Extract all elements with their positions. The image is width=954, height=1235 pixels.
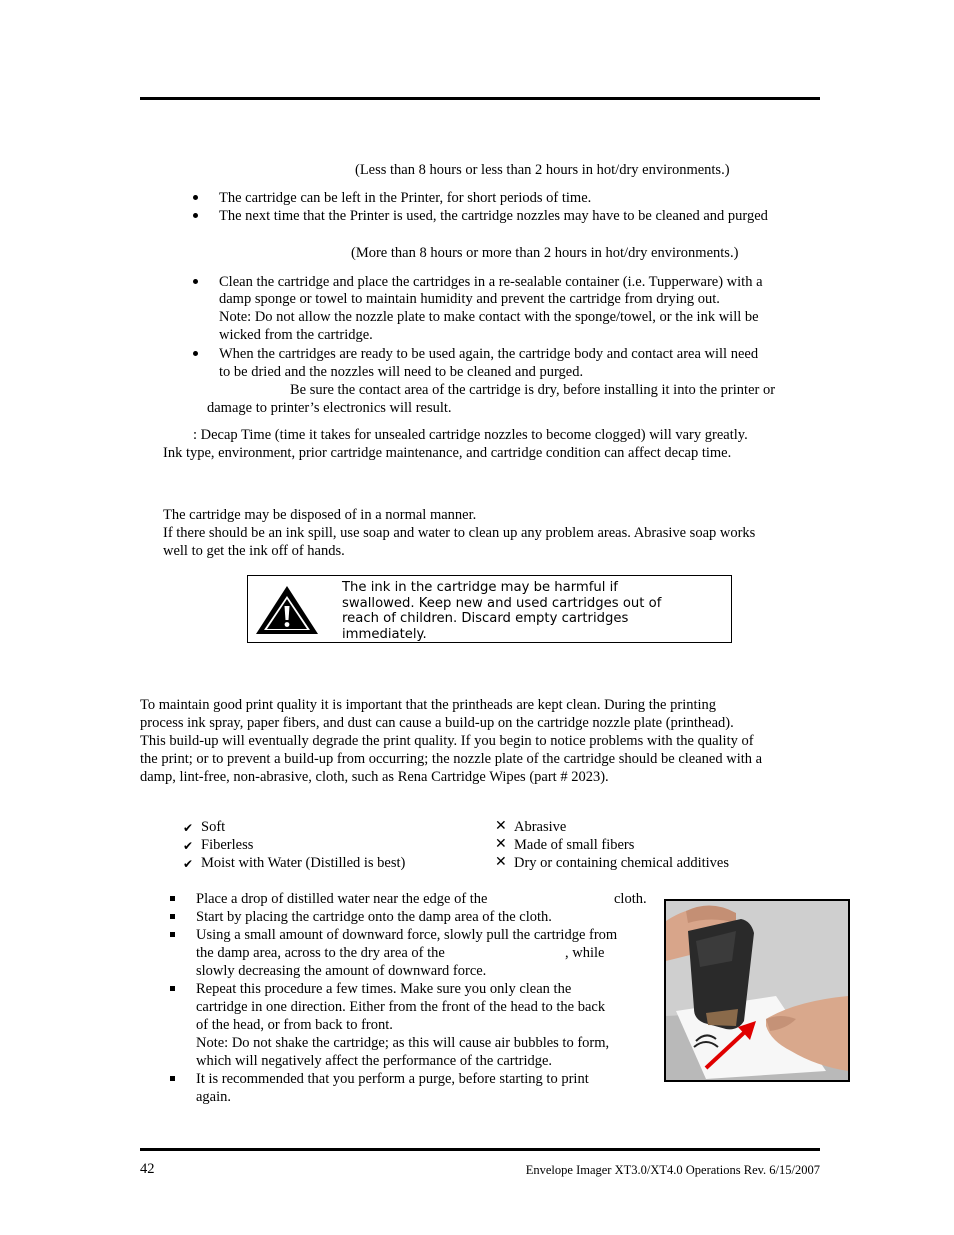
step-4-line-1: Repeat this procedure a few times. Make sure you only clean the — [196, 981, 572, 997]
bullet-icon — [193, 351, 198, 356]
cleaning-intro-1: To maintain good print quality it is important that the printheads are kept clean. During the printing — [140, 697, 717, 713]
step-2: Start by placing the cartridge onto the damp area of the cloth. — [196, 909, 552, 925]
disposal-line-3: well to get the ink off of hands. — [163, 543, 345, 559]
caution-line: Be sure the contact area of the cartridge is dry, before installing it into the printer or — [290, 382, 776, 398]
long-bullet-1-line-4: wicked from the cartridge. — [219, 327, 373, 343]
cleaning-intro-3: This build-up will eventually degrade the print quality. If you begin to notice problems with the quality of — [140, 733, 754, 749]
step-4-line-2: cartridge in one direction. Either from the front of the head to the back — [196, 999, 606, 1015]
long-storage-note: (More than 8 hours or more than 2 hours in hot/dry environments.) — [351, 245, 739, 261]
step-3b: the damp area, across to the dry area of the — [196, 945, 445, 961]
long-bullet-2-line-2: to be dried and the nozzles will need to be cleaned and purged. — [219, 364, 584, 380]
bullet-icon — [193, 279, 198, 284]
warning-line-1: The ink in the cartridge may be harmful if — [342, 580, 618, 595]
warning-line-4: immediately. — [342, 626, 427, 642]
dont-item-2: Made of small fibers — [514, 837, 635, 853]
step-3c: , while — [565, 945, 605, 961]
warning-line-3: reach of children. Discard empty cartridges — [342, 611, 629, 626]
square-bullet-icon — [170, 914, 175, 919]
check-icon: ✔ — [183, 821, 194, 835]
decap-note-line-2: Ink type, environment, prior cartridge maintenance, and cartridge condition can affect decap time. — [163, 445, 732, 461]
dont-item-3: Dry or containing chemical additives — [514, 855, 730, 871]
caution-line-2: damage to printer’s electronics will result. — [207, 400, 452, 416]
decap-note-line-1: : Decap Time (time it takes for unsealed cartridge nozzles to become clogged) will vary greatly. — [193, 427, 748, 443]
long-bullet-2-line-1: When the cartridges are ready to be used again, the cartridge body and contact area will need — [219, 346, 759, 362]
step-4-line-5: which will negatively affect the performance of the cartridge. — [196, 1053, 553, 1069]
step-3d: slowly decreasing the amount of downward force. — [196, 963, 487, 979]
square-bullet-icon — [170, 1076, 175, 1081]
long-bullet-1-line-3: Note: Do not allow the nozzle plate to make contact with the sponge/towel, or the ink will be — [219, 309, 759, 325]
long-bullet-1-line-1: Clean the cartridge and place the cartridges in a re-sealable container (i.e. Tupperware) with a — [219, 274, 763, 290]
square-bullet-icon — [170, 896, 175, 901]
cleaning-intro-2: process ink spray, paper fibers, and dust can cause a build-up on the cartridge nozzle plate (printhead). — [140, 715, 734, 731]
square-bullet-icon — [170, 932, 175, 937]
short-bullet-2: The next time that the Printer is used, the cartridge nozzles may have to be cleaned and purged — [219, 208, 768, 224]
step-5-line-2: again. — [196, 1089, 232, 1105]
document-title: Envelope Imager XT3.0/XT4.0 Operations Rev. 6/15/2007 — [525, 1163, 820, 1177]
step-1b: cloth. — [614, 891, 647, 907]
step-3a: Using a small amount of downward force, slowly pull the cartridge from — [196, 927, 618, 943]
cartridge-wipe-illustration — [666, 901, 848, 1080]
step-1a: Place a drop of distilled water near the edge of the — [196, 891, 488, 907]
check-icon: ✔ — [183, 839, 194, 853]
footer-rule — [140, 1148, 820, 1151]
cleaning-intro-4: the print; or to prevent a build-up from occurring; the nozzle plate of the cartridge should be cleaned with a — [140, 751, 763, 767]
warning-box — [247, 575, 732, 643]
step-4-line-3: of the head, or from back to front. — [196, 1017, 393, 1033]
cross-icon: ✕ — [495, 836, 507, 852]
do-item-1: Soft — [201, 819, 226, 835]
step-4-line-4: Note: Do not shake the cartridge; as this will cause air bubbles to form, — [196, 1035, 610, 1051]
disposal-line-1: The cartridge may be disposed of in a normal manner. — [163, 507, 477, 523]
disposal-line-2: If there should be an ink spill, use soap and water to clean up any problem areas. Abrasive soap works — [163, 525, 756, 541]
do-item-3: Moist with Water (Distilled is best) — [201, 855, 406, 871]
cross-icon: ✕ — [495, 854, 507, 870]
dont-item-1: Abrasive — [514, 819, 567, 835]
header-rule — [140, 97, 820, 100]
do-item-2: Fiberless — [201, 837, 254, 853]
warning-text — [342, 580, 661, 642]
short-bullet-1: The cartridge can be left in the Printer, for short periods of time. — [219, 190, 592, 206]
warning-line-2: swallowed. Keep new and used cartridges out of — [342, 595, 662, 611]
cross-icon: ✕ — [495, 818, 507, 834]
step-5-line-1: It is recommended that you perform a purge, before starting to print — [196, 1071, 589, 1087]
square-bullet-icon — [170, 986, 175, 991]
short-storage-note: (Less than 8 hours or less than 2 hours in hot/dry environments.) — [355, 162, 730, 178]
warning-triangle-icon — [254, 584, 320, 636]
long-bullet-1-line-2: damp sponge or towel to maintain humidity and prevent the cartridge from drying out. — [219, 291, 720, 307]
bullet-icon — [193, 213, 198, 218]
cartridge-wipe-photo — [664, 899, 850, 1082]
page-number: 42 — [140, 1161, 155, 1177]
check-icon: ✔ — [183, 857, 194, 871]
bullet-icon — [193, 195, 198, 200]
cleaning-intro-5: damp, lint-free, non-abrasive, cloth, such as Rena Cartridge Wipes (part # 2023). — [140, 769, 609, 785]
